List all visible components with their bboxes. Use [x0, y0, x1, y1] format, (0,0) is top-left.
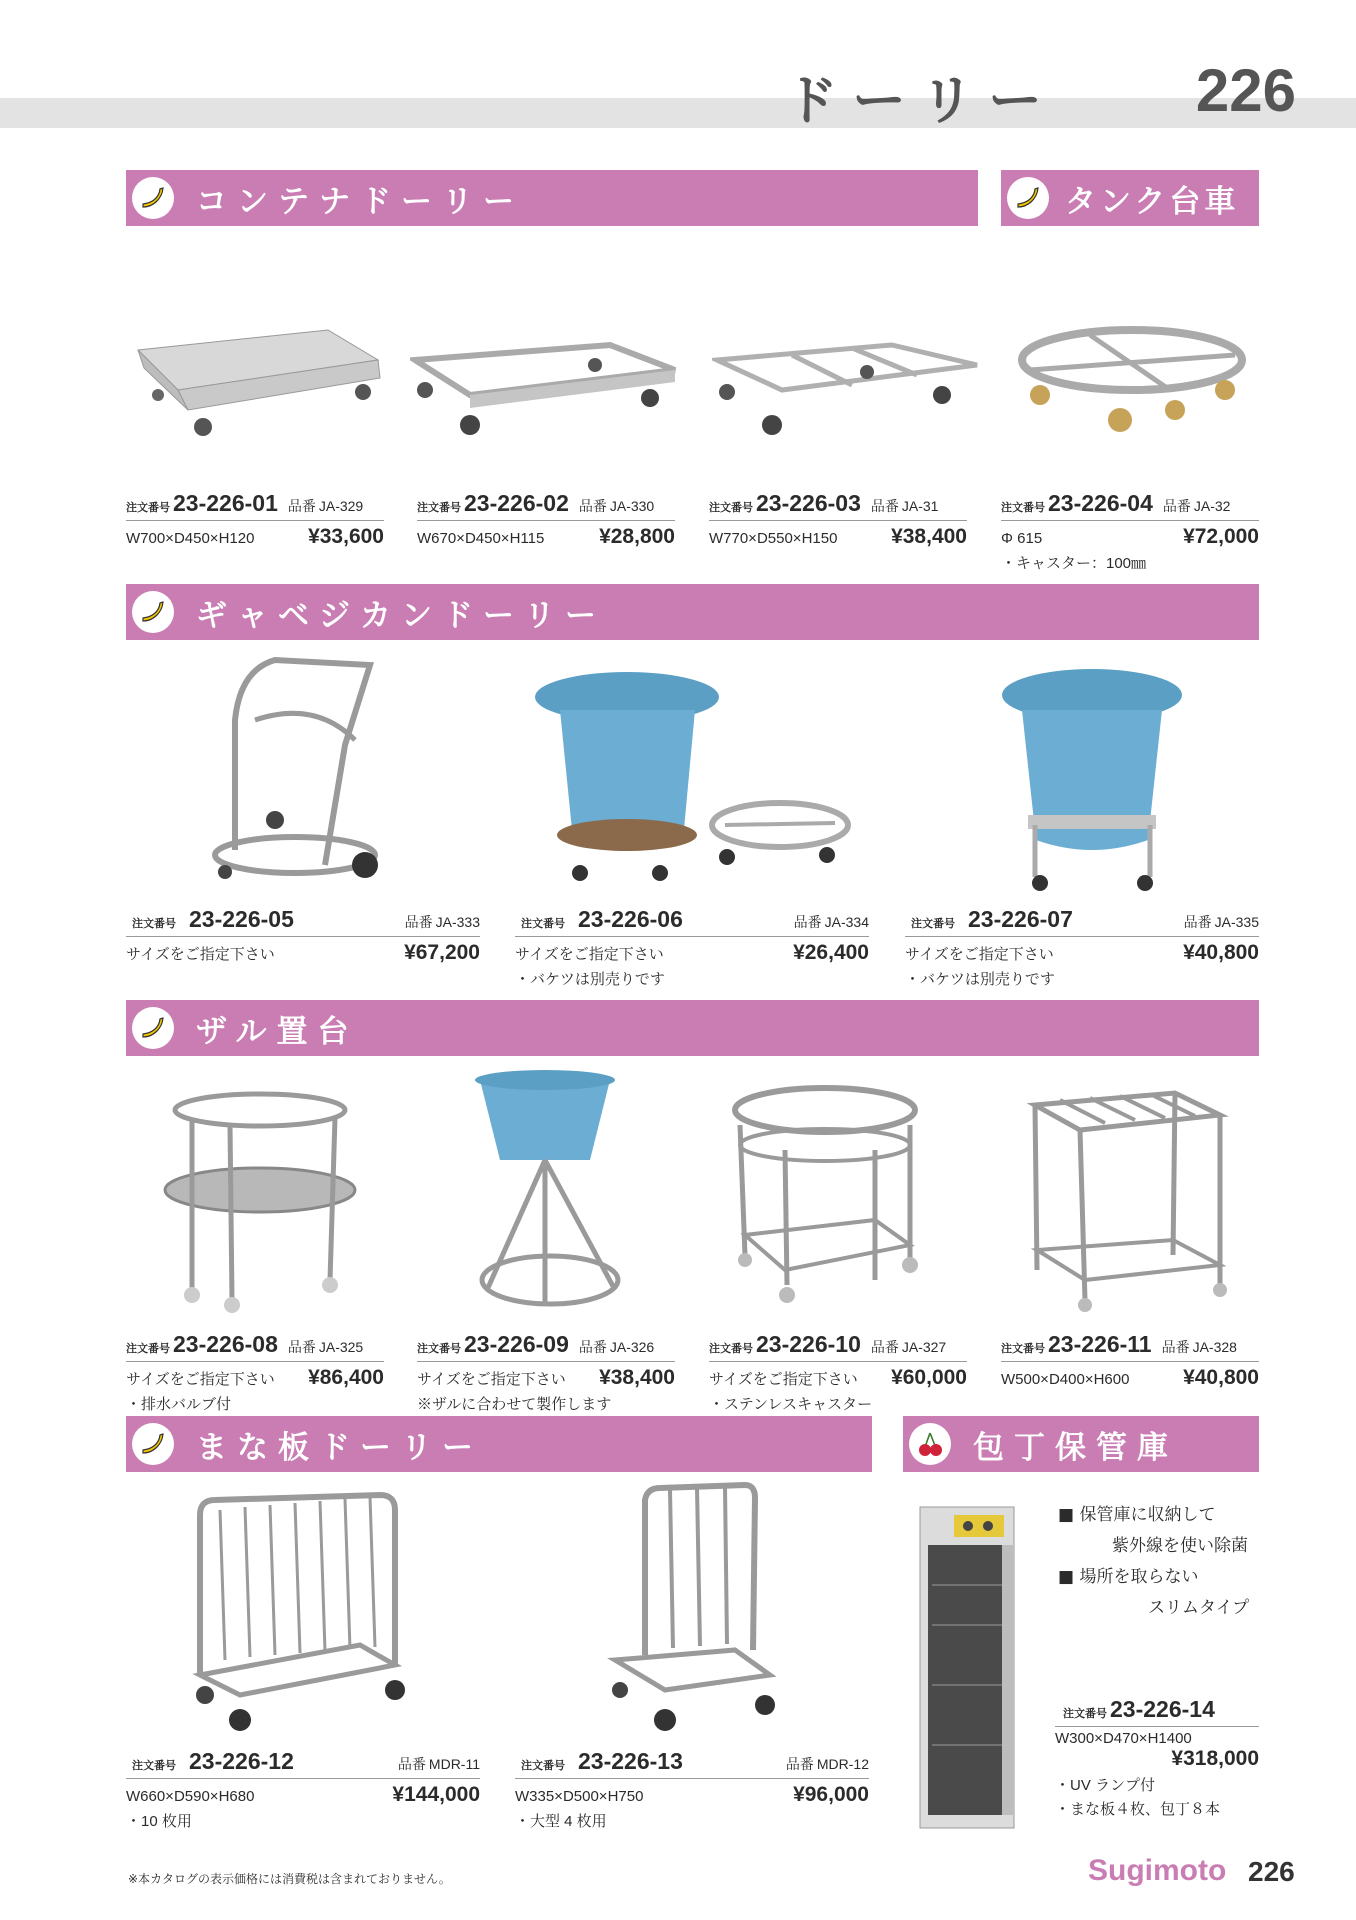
order-number: 23-226-12	[189, 1748, 294, 1774]
product-photo-knife-cabinet	[918, 1505, 1016, 1830]
page-title: ドーリー	[784, 69, 1056, 132]
feature-line: ■ 保管庫に収納して	[1058, 1505, 1216, 1525]
product-item: 注文番号 23-226-12 品番 MDR-11 W660×D590×H680 ¥144,000 ・10 枚用	[126, 1748, 480, 1830]
price: ¥67,200	[404, 941, 480, 964]
product-note: ・まな板４枚、包丁８本	[1055, 1801, 1221, 1818]
order-number: 23-226-05	[189, 906, 294, 932]
product-photo-dolly-01	[128, 300, 388, 450]
dimensions: W700×D450×H120	[126, 530, 255, 547]
product-photo-board-dolly-13	[605, 1480, 780, 1745]
price: ¥38,400	[891, 525, 967, 548]
order-number: 23-226-04	[1048, 490, 1153, 516]
tax-footnote: ※本カタログの表示価格には消費税は含まれておりません。	[128, 1872, 451, 1886]
order-number: 23-226-10	[756, 1331, 861, 1357]
section-colander-stand	[126, 1000, 1259, 1056]
dimensions: サイズをご指定下さい	[515, 946, 664, 963]
order-number: 23-226-09	[464, 1331, 569, 1357]
price: ¥40,800	[1183, 1366, 1259, 1389]
product-photo-tank-cart	[1010, 315, 1255, 445]
part-number: JA-31	[901, 498, 939, 514]
section-container-dolly	[126, 170, 978, 226]
part-number: JA-326	[609, 1339, 655, 1355]
product-photo-colander-stand-08	[160, 1090, 360, 1315]
product-note: ・UV ランプ付	[1055, 1777, 1156, 1794]
price: ¥144,000	[392, 1783, 480, 1806]
product-item: 注文番号 23-226-11 品番 JA-328 W500×D400×H600 ¥40,800	[1001, 1331, 1259, 1389]
cherry-icon	[909, 1423, 951, 1465]
order-number: 23-226-08	[173, 1331, 278, 1357]
header-bar	[0, 98, 1356, 128]
footer-page-number: 226	[1248, 1856, 1295, 1887]
price: ¥96,000	[793, 1783, 869, 1806]
product-photo-garbage-dolly-05	[195, 650, 395, 900]
section-title: まな板ドーリー	[196, 1429, 483, 1466]
banana-icon	[132, 591, 174, 633]
part-number: JA-32	[1193, 498, 1231, 514]
section-title: コンテナドーリー	[196, 183, 524, 220]
product-item: 注文番号 23-226-06 品番 JA-334 サイズをご指定下さい ¥26,400 ・バケツは別売りです	[515, 906, 869, 988]
product-photo-dolly-02	[410, 330, 680, 440]
product-note: ・キャスター：100㎜	[1001, 555, 1147, 572]
section-board-dolly	[126, 1416, 872, 1472]
section-garbage-dolly	[126, 584, 1259, 640]
banana-icon	[1007, 177, 1049, 219]
section-title: 包丁保管庫	[973, 1429, 1178, 1466]
banana-icon	[132, 1007, 174, 1049]
dimensions: W770×D550×H150	[709, 530, 838, 547]
dimensions: サイズをご指定下さい	[905, 946, 1054, 963]
page-number: 226	[1195, 57, 1296, 124]
section-title: ギャベジカンドーリー	[196, 597, 606, 634]
order-number: 23-226-01	[173, 490, 278, 516]
part-number: JA-328	[1192, 1339, 1237, 1355]
price: ¥318,000	[1171, 1747, 1259, 1770]
product-item: 注文番号 23-226-13 品番 MDR-12 W335×D500×H750 ¥96,000 ・大型 4 枚用	[515, 1748, 869, 1830]
product-item: 注文番号 23-226-05 品番 JA-333 サイズをご指定下さい ¥67,200	[126, 906, 480, 964]
part-number: JA-330	[609, 498, 655, 514]
section-knife-cabinet	[903, 1416, 1259, 1472]
part-number: JA-335	[1214, 914, 1259, 930]
product-note: ・排水バルブ付	[126, 1396, 232, 1413]
order-number: 23-226-11	[1048, 1331, 1152, 1357]
section-title: ザル置台	[196, 1013, 359, 1050]
price: ¥86,400	[308, 1366, 384, 1389]
brand-logo: Sugimoto	[1088, 1854, 1227, 1887]
part-number: JA-334	[824, 914, 869, 930]
dimensions: W660×D590×H680	[126, 1788, 255, 1805]
feature-line: 紫外線を使い除菌	[1112, 1536, 1248, 1556]
dimensions: サイズをご指定下さい	[417, 1371, 566, 1388]
price: ¥33,600	[308, 525, 384, 548]
product-item: 注文番号 23-226-03 品番 JA-31 W770×D550×H150 ¥38,400	[709, 490, 967, 548]
price: ¥72,000	[1183, 525, 1259, 548]
order-number: 23-226-03	[756, 490, 861, 516]
product-note: ※ザルに合わせて製作します	[417, 1396, 612, 1413]
banana-icon	[132, 177, 174, 219]
order-number: 23-226-07	[968, 906, 1073, 932]
dimensions: Φ 615	[1001, 530, 1043, 547]
price: ¥26,400	[793, 941, 869, 964]
dimensions: サイズをご指定下さい	[709, 1371, 858, 1388]
product-photo-colander-stand-09	[465, 1070, 640, 1315]
part-number: MDR-12	[816, 1756, 869, 1772]
product-item: 注文番号 23-226-02 品番 JA-330 W670×D450×H115 ¥28,800	[417, 490, 675, 548]
section-tank-cart	[1001, 170, 1259, 226]
part-number: JA-325	[318, 1339, 364, 1355]
order-number: 23-226-13	[578, 1748, 683, 1774]
product-note: ・ステンレスキャスター	[709, 1396, 873, 1413]
product-item: 注文番号 23-226-14 W300×D470×H1400 ¥318,000 ・UV ランプ付 ・まな板４枚、包丁８本	[1055, 1696, 1259, 1818]
dimensions: W670×D450×H115	[417, 530, 545, 547]
product-note: ・バケツは別売りです	[515, 971, 665, 988]
product-note: ・大型 4 枚用	[515, 1813, 607, 1830]
product-item: 注文番号 23-226-04 品番 JA-32 Φ 615 ¥72,000 ・キャスター：100㎜	[1001, 490, 1259, 572]
dimensions: W500×D400×H600	[1001, 1371, 1130, 1388]
product-photo-colander-stand-11	[1025, 1085, 1230, 1315]
product-item: 注文番号 23-226-09 品番 JA-326 サイズをご指定下さい ¥38,400 ※ザルに合わせて製作します	[417, 1331, 675, 1413]
part-number: JA-329	[318, 498, 364, 514]
product-photo-board-dolly-12	[180, 1485, 420, 1740]
product-note: ・10 枚用	[126, 1813, 192, 1830]
price: ¥38,400	[599, 1366, 675, 1389]
price: ¥28,800	[599, 525, 675, 548]
banana-icon	[132, 1423, 174, 1465]
product-note: ・バケツは別売りです	[905, 971, 1055, 988]
feature-line: スリムタイプ	[1148, 1598, 1250, 1618]
part-number: JA-333	[435, 914, 480, 930]
product-item: 注文番号 23-226-07 品番 JA-335 サイズをご指定下さい ¥40,800 ・バケツは別売りです	[905, 906, 1259, 988]
part-number: JA-327	[901, 1339, 947, 1355]
product-photo-garbage-dolly-07	[1000, 655, 1185, 900]
product-item: 注文番号 23-226-10 品番 JA-327 サイズをご指定下さい ¥60,000 ・ステンレスキャスター	[709, 1331, 967, 1413]
product-item: 注文番号 23-226-01 品番 JA-329 W700×D450×H120 ¥33,600	[126, 490, 384, 548]
part-number: MDR-11	[428, 1756, 480, 1772]
product-photo-garbage-dolly-06	[535, 655, 855, 900]
order-number: 23-226-14	[1110, 1696, 1215, 1722]
price: ¥60,000	[891, 1366, 967, 1389]
product-photo-dolly-03	[712, 330, 982, 440]
dimensions: サイズをご指定下さい	[126, 1371, 275, 1388]
order-number: 23-226-02	[464, 490, 569, 516]
section-title: タンク台車	[1065, 183, 1240, 220]
product-photo-colander-stand-10	[725, 1085, 925, 1315]
product-item: 注文番号 23-226-08 品番 JA-325 サイズをご指定下さい ¥86,400 ・排水バルブ付	[126, 1331, 384, 1413]
dimensions: サイズをご指定下さい	[126, 946, 275, 963]
dimensions: W300×D470×H1400	[1055, 1726, 1259, 1747]
order-number: 23-226-06	[578, 906, 683, 932]
feature-line: ■ 場所を取らない	[1058, 1567, 1199, 1587]
dimensions: W335×D500×H750	[515, 1788, 644, 1805]
price: ¥40,800	[1183, 941, 1259, 964]
